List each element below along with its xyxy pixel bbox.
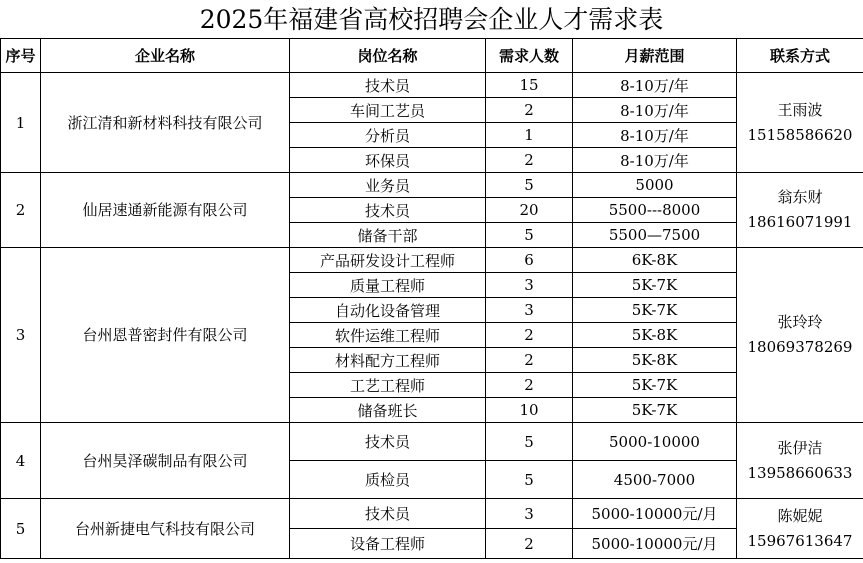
- cell-count: 5: [486, 173, 573, 198]
- contact-name: 张伊洁: [777, 438, 823, 457]
- cell-position: 环保员: [290, 148, 486, 173]
- cell-salary: 5500---8000: [573, 198, 737, 223]
- contact-phone: 13958660633: [747, 463, 853, 482]
- cell-company: 台州恩普密封件有限公司: [41, 248, 290, 423]
- cell-count: 2: [486, 373, 573, 398]
- cell-salary: 5K-7K: [573, 273, 737, 298]
- cell-contact: [737, 73, 863, 173]
- cell-salary: 5K-7K: [573, 373, 737, 398]
- header-no: 序号: [1, 39, 41, 73]
- cell-salary: 4500-7000: [573, 461, 737, 499]
- cell-salary: 5000-10000元/月: [573, 499, 737, 529]
- cell-position: 工艺工程师: [290, 373, 486, 398]
- cell-salary: 8-10万/年: [573, 148, 737, 173]
- table-row: [1, 499, 863, 529]
- cell-position: 技术员: [290, 73, 486, 98]
- cell-count: 2: [486, 98, 573, 123]
- table-title: 2025年福建省高校招聘会企业人才需求表: [0, 0, 863, 39]
- cell-position: 材料配方工程师: [290, 348, 486, 373]
- contact-name: 王雨波: [777, 100, 823, 119]
- header-contact: 联系方式: [737, 39, 863, 73]
- cell-salary: 6K-8K: [573, 248, 737, 273]
- cell-no: 5: [1, 499, 41, 559]
- table-body: [1, 73, 863, 559]
- contact-phone: 18616071991: [747, 213, 853, 231]
- cell-no: 4: [1, 423, 41, 499]
- cell-count: 3: [486, 499, 573, 529]
- cell-count: 1: [486, 123, 573, 148]
- cell-position: 软件运维工程师: [290, 323, 486, 348]
- cell-salary: 8-10万/年: [573, 73, 737, 98]
- cell-count: 15: [486, 73, 573, 98]
- cell-salary: 8-10万/年: [573, 98, 737, 123]
- cell-company: 仙居速通新能源有限公司: [41, 173, 290, 248]
- cell-contact: [737, 423, 863, 499]
- cell-count: 3: [486, 298, 573, 323]
- cell-salary: 5000-10000: [573, 423, 737, 461]
- cell-contact: [737, 248, 863, 423]
- header-salary: 月薪范围: [573, 39, 737, 73]
- cell-count: 5: [486, 223, 573, 248]
- cell-position: 自动化设备管理: [290, 298, 486, 323]
- cell-position: 业务员: [290, 173, 486, 198]
- cell-company: 台州昊泽碳制品有限公司: [41, 423, 290, 499]
- cell-position: 设备工程师: [290, 529, 486, 559]
- table-row: [1, 173, 863, 198]
- cell-position: 质检员: [290, 461, 486, 499]
- cell-position: 产品研发设计工程师: [290, 248, 486, 273]
- contact-name: 翁东财: [777, 188, 823, 206]
- cell-position: 车间工艺员: [290, 98, 486, 123]
- header-position: 岗位名称: [290, 39, 486, 73]
- cell-count: 5: [486, 423, 573, 461]
- cell-salary: 5500—7500: [573, 223, 737, 248]
- cell-salary: 8-10万/年: [573, 123, 737, 148]
- cell-position: 技术员: [290, 423, 486, 461]
- contact-name: 张玲玲: [777, 313, 823, 331]
- contact-phone: 15158586620: [747, 125, 853, 144]
- header-company: 企业名称: [41, 39, 290, 73]
- cell-contact: [737, 499, 863, 559]
- cell-salary: 5K-8K: [573, 323, 737, 348]
- cell-no: 2: [1, 173, 41, 248]
- cell-count: 3: [486, 273, 573, 298]
- table-row: [1, 73, 863, 98]
- cell-position: 技术员: [290, 198, 486, 223]
- demand-table: [0, 38, 863, 559]
- cell-count: 2: [486, 148, 573, 173]
- cell-count: 5: [486, 461, 573, 499]
- cell-position: 分析员: [290, 123, 486, 148]
- cell-count: 10: [486, 398, 573, 423]
- cell-salary: 5K-7K: [573, 398, 737, 423]
- cell-company: 浙江清和新材料科技有限公司: [41, 73, 290, 173]
- cell-salary: 5000: [573, 173, 737, 198]
- cell-salary: 5000-10000元/月: [573, 529, 737, 559]
- cell-count: 6: [486, 248, 573, 273]
- cell-count: 2: [486, 529, 573, 559]
- cell-no: 1: [1, 73, 41, 173]
- cell-no: 3: [1, 248, 41, 423]
- cell-count: 20: [486, 198, 573, 223]
- contact-name: 陈妮妮: [777, 506, 823, 525]
- cell-position: 技术员: [290, 499, 486, 529]
- cell-position: 储备干部: [290, 223, 486, 248]
- contact-phone: 15967613647: [747, 531, 853, 550]
- cell-salary: 5K-7K: [573, 298, 737, 323]
- cell-count: 2: [486, 348, 573, 373]
- cell-count: 2: [486, 323, 573, 348]
- table-row: [1, 423, 863, 461]
- header-count: 需求人数: [486, 39, 573, 73]
- cell-position: 储备班长: [290, 398, 486, 423]
- contact-phone: 18069378269: [747, 338, 853, 356]
- table-row: [1, 248, 863, 273]
- cell-position: 质量工程师: [290, 273, 486, 298]
- header-row: [1, 39, 863, 73]
- cell-company: 台州新捷电气科技有限公司: [41, 499, 290, 559]
- cell-contact: [737, 173, 863, 248]
- cell-salary: 5K-8K: [573, 348, 737, 373]
